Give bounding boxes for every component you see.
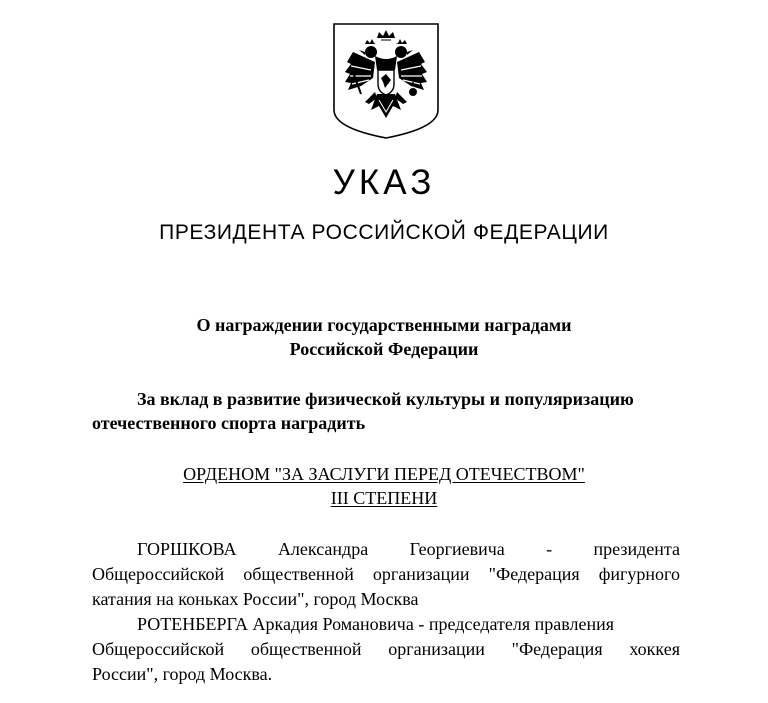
coat-of-arms-emblem: [331, 22, 441, 140]
recipient-line: России", город Москва.: [92, 664, 273, 684]
recipient-entry: [92, 537, 680, 612]
recipient-line: катания на коньках России", город Москва: [92, 589, 419, 609]
recipient-word: организации: [372, 564, 470, 584]
recipient-line: РОТЕНБЕРГА Аркадия Романовича - председателя правления: [137, 614, 615, 634]
decree-issuer: ПРЕЗИДЕНТА РОССИЙСКОЙ ФЕДЕРАЦИИ: [159, 221, 609, 244]
decree-heading-line: О награждении государственными наградами: [196, 315, 572, 335]
recipient-word: Александра: [277, 539, 369, 559]
decree-title: УКАЗ: [332, 163, 436, 202]
recipient-word: "Федерация: [511, 639, 603, 659]
decree-preamble: [92, 387, 682, 435]
recipient-word: организации: [388, 639, 485, 659]
award-order: [0, 462, 768, 510]
recipient-word: фигурного: [598, 564, 680, 584]
recipients-list: [92, 537, 680, 687]
recipient-line: [92, 537, 680, 562]
recipient-word: общественной: [243, 564, 354, 584]
recipient-word: -: [546, 539, 553, 559]
recipient-word: "Федерация: [488, 564, 580, 584]
award-degree-line: III СТЕПЕНИ: [330, 488, 438, 508]
recipient-line: [92, 637, 680, 662]
recipient-entry: [92, 612, 680, 687]
recipient-word: Общероссийской: [92, 639, 225, 659]
recipient-word: хоккея: [629, 639, 680, 659]
award-name-line: ОРДЕНОМ "ЗА ЗАСЛУГИ ПЕРЕД ОТЕЧЕСТВОМ": [183, 464, 585, 484]
recipient-word: президента: [593, 539, 680, 559]
recipient-word: ГОРШКОВА: [137, 539, 237, 559]
recipient-word: Георгиевича: [409, 539, 505, 559]
preamble-line: За вклад в развитие физической культуры и популяризацию: [137, 389, 634, 409]
recipient-line: [92, 562, 680, 587]
preamble-line: отечественного спорта наградить: [92, 413, 366, 433]
recipient-word: Общероссийской: [92, 564, 225, 584]
decree-heading: [100, 313, 668, 361]
recipient-word: общественной: [250, 639, 362, 659]
decree-heading-line: Российской Федерации: [289, 339, 479, 359]
